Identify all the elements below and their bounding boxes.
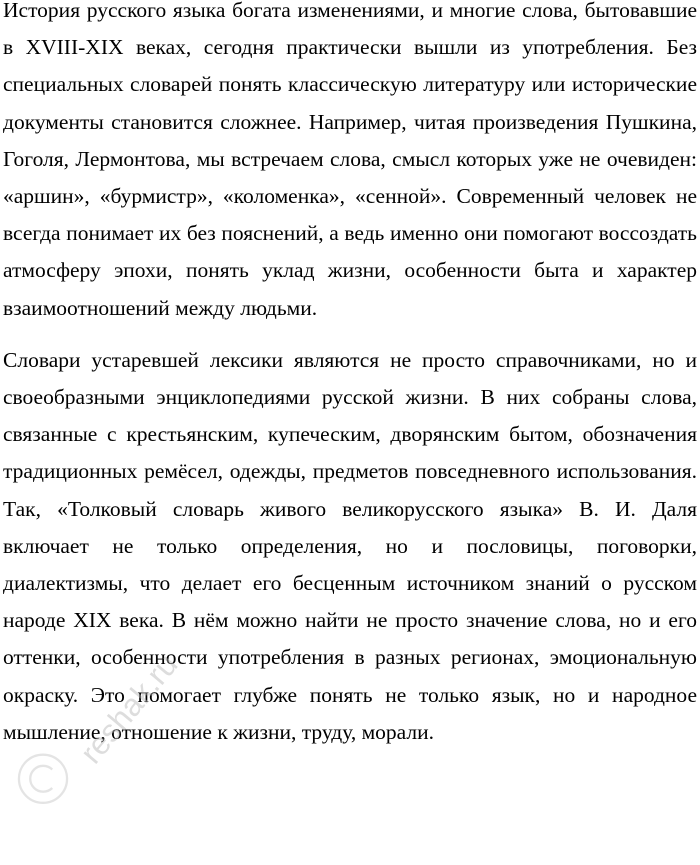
document-page (3, 0, 697, 751)
paragraph-1: История русского языка богата изменениями, и многие слова, бытовавшие в XVIII-XIX веках, сегодня практически вышли из употребления. Без специальных словарей понять классическую литературу или исторические документы становится сложнее. Например, читая произведения Пушкина, Гоголя, Лермонтова, мы встречаем слова, смысл которых уже не очевиден: «аршин», «бурмистр», «коломенка», «сенной». Современный человек не всегда понимает их без пояснений, а ведь именно они помогают воссоздать атмосферу эпохи, понять уклад жизни, особенности быта и характер взаимоотношений между людьми. (3, 0, 697, 320)
paragraph-2: Словари устаревшей лексики являются не просто справочниками, но и своеобразными энциклопедиями русской жизни. В них собраны слова, связанные с крестьянским, купеческим, дворянским бытом, обозначения традиционных ремёсел, одежды, предметов повседневного использования. Так, «Толковый словарь живого великорусского языка» В. И. Даля включает не только определения, но и пословицы, поговорки, диалектизмы, что делает его бесценным источником знаний о русском народе XIX века. В нём можно найти не просто значение слова, но и его оттенки, особенности употребления в разных регионах, эмоциональную окраску. Это помогает глубже понять не только язык, но и народное мышление, отношение к жизни, труду, морали. (3, 347, 697, 744)
watermark-text: reshak.ru (73, 647, 185, 771)
copyright-c-icon (30, 766, 52, 792)
copyright-circle-icon (19, 755, 67, 803)
